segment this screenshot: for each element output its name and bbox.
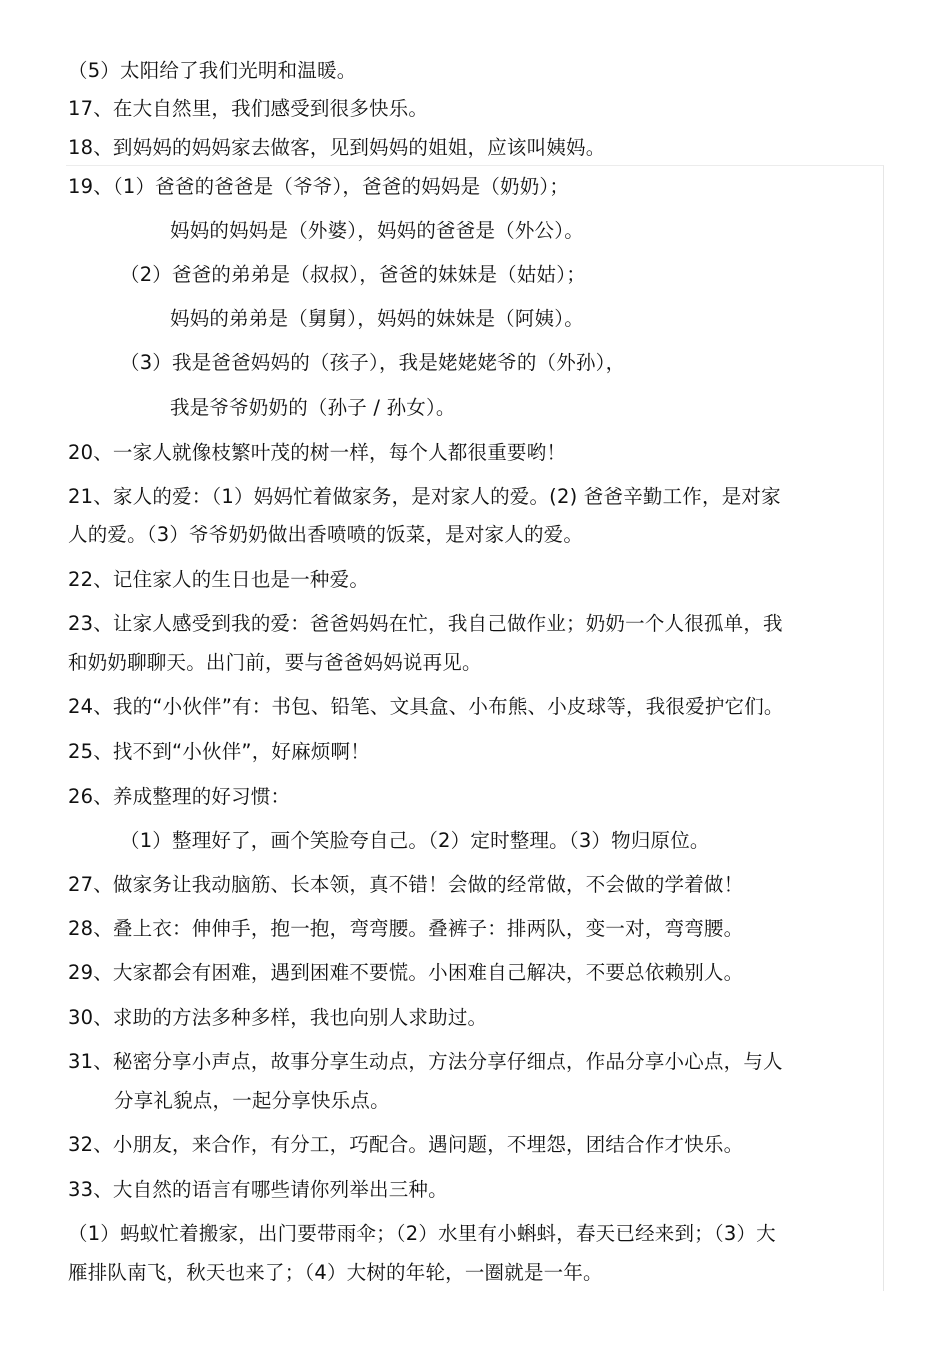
text-line: 26、养成整理的好习惯： xyxy=(68,785,291,808)
text-line: 24、我的“小伙伴”有：书包、铅笔、文具盒、小布熊、小皮球等，我很爱护它们。 xyxy=(68,695,784,718)
text-line: 18、到妈妈的妈妈家去做客，见到妈妈的姐姐，应该叫姨妈。 xyxy=(68,136,606,159)
text-line: （2）爸爸的弟弟是（叔叔），爸爸的妹妹是（姑姑）； xyxy=(120,263,586,286)
text-line: 30、求助的方法多种多样，我也向别人求助过。 xyxy=(68,1006,488,1029)
text-line: 31、秘密分享小声点，故事分享生动点，方法分享仔细点，作品分享小心点，与人 xyxy=(68,1050,783,1073)
text-line: 28、叠上衣：伸伸手，抱一抱，弯弯腰。叠裤子：排两队，变一对，弯弯腰。 xyxy=(68,917,744,940)
text-line: 20、一家人就像枝繁叶茂的树一样，每个人都很重要哟！ xyxy=(68,441,567,464)
text-line: 我是爷爷奶奶的（孙子 / 孙女）。 xyxy=(170,396,456,419)
text-line: （5）太阳给了我们光明和温暖。 xyxy=(68,59,357,82)
text-line: 25、找不到“小伙伴”，好麻烦啊！ xyxy=(68,740,370,763)
text-line: 妈妈的妈妈是（外婆），妈妈的爸爸是（外公）。 xyxy=(170,219,584,242)
text-line: （1）蚂蚁忙着搬家，出门要带雨伞；（2）水里有小蝌蚪，春天已经来到；（3）大 xyxy=(68,1222,776,1245)
text-line: 和奶奶聊聊天。出门前，要与爸爸妈妈说再见。 xyxy=(68,651,482,674)
text-line: 29、大家都会有困难，遇到困难不要慌。小困难自己解决，不要总依赖别人。 xyxy=(68,961,744,984)
text-line: （1）整理好了，画个笑脸夸自己。（2）定时整理。（3）物归原位。 xyxy=(120,829,710,852)
text-line: 人的爱。（3）爷爷奶奶做出香喷喷的饭菜，是对家人的爱。 xyxy=(68,523,584,546)
text-line: 分享礼貌点，一起分享快乐点。 xyxy=(114,1089,390,1112)
text-line: 32、小朋友，来合作，有分工，巧配合。遇问题，不埋怨，团结合作才快乐。 xyxy=(68,1133,744,1156)
text-line: 27、做家务让我动脑筋、长本领，真不错！会做的经常做，不会做的学着做！ xyxy=(68,873,744,896)
page-frame xyxy=(66,165,884,1291)
text-line: 19、（1）爸爸的爸爸是（爷爷），爸爸的妈妈是（奶奶）； xyxy=(68,175,570,198)
text-line: 妈妈的弟弟是（舅舅），妈妈的妹妹是（阿姨）。 xyxy=(170,307,584,330)
text-line: 21、家人的爱：（1）妈妈忙着做家务，是对家人的爱。(2) 爸爸辛勤工作，是对家 xyxy=(68,485,781,508)
text-line: 22、记住家人的生日也是一种爱。 xyxy=(68,568,370,591)
text-line: 33、大自然的语言有哪些请你列举出三种。 xyxy=(68,1178,448,1201)
text-line: 23、让家人感受到我的爱：爸爸妈妈在忙，我自己做作业；奶奶一个人很孤单，我 xyxy=(68,612,783,635)
text-line: 雁排队南飞，秋天也来了；（4）大树的年轮，一圈就是一年。 xyxy=(68,1261,603,1284)
text-line: 17、在大自然里，我们感受到很多快乐。 xyxy=(68,97,429,120)
text-line: （3）我是爸爸妈妈的（孩子），我是姥姥姥爷的（外孙）， xyxy=(120,351,626,374)
